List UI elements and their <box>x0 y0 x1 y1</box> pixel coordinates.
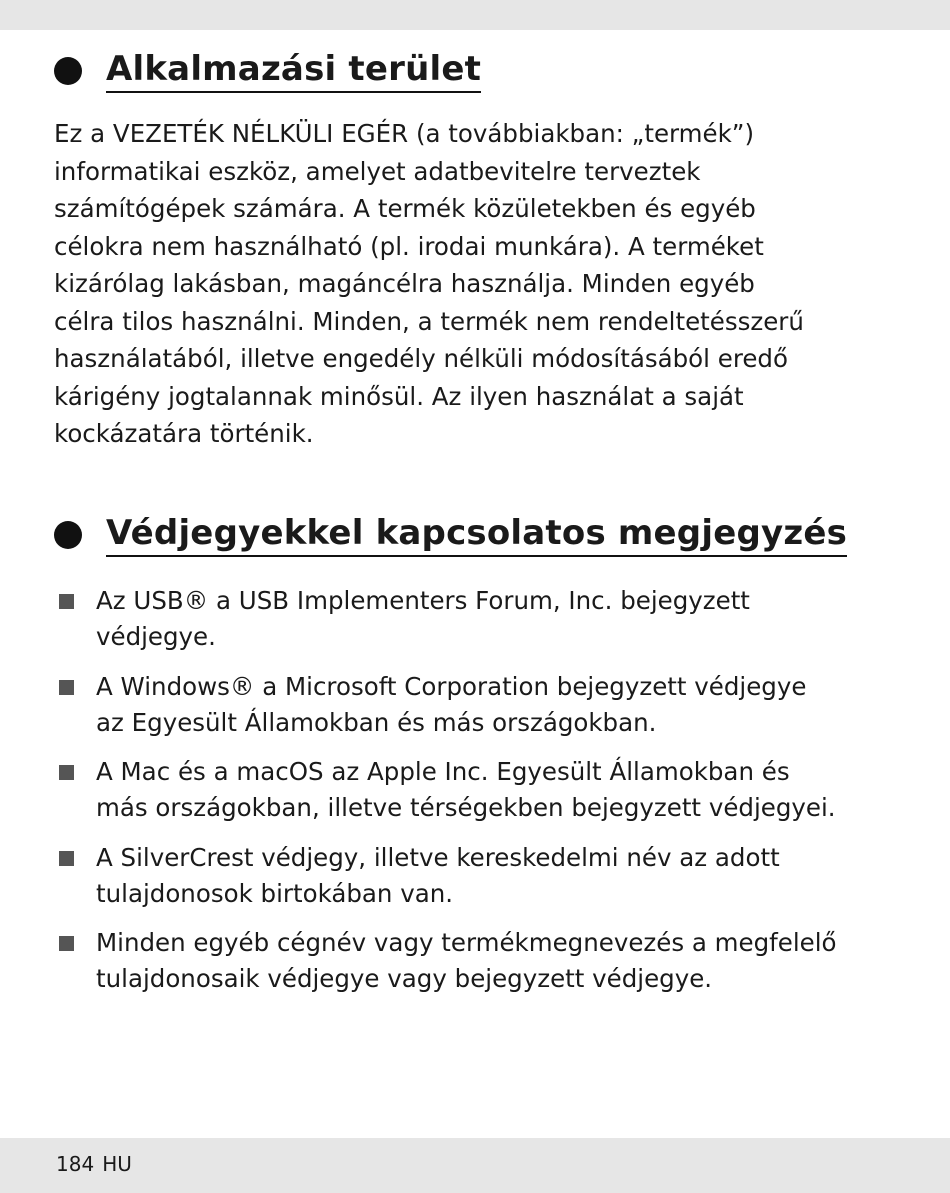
list-item <box>56 840 916 912</box>
section-title: Védjegyekkel kapcsolatos megjegyzés <box>106 512 847 557</box>
paragraph-line: használatából, illetve engedély nélküli módosításából eredő <box>54 344 788 373</box>
list-item-line: az Egyesült Államokban és más országokban. <box>96 707 657 737</box>
list-item-line: Minden egyéb cégnév vagy termékmegnevezés a megfelelő <box>96 928 837 957</box>
list-item <box>56 925 916 997</box>
page-number: 184 <box>56 1152 95 1176</box>
paragraph-line: kockázatára történik. <box>54 419 314 448</box>
list-item <box>56 669 916 741</box>
section-title: Alkalmazási terület <box>106 48 481 93</box>
square-bullet-icon <box>59 594 74 609</box>
square-bullet-icon <box>59 680 74 695</box>
list-item <box>56 754 916 826</box>
paragraph-line: kárigény jogtalannak minősül. Az ilyen használat a saját <box>54 381 744 411</box>
paragraph-line: Ez a VEZETÉK NÉLKÜLI EGÉR (a továbbiakban: „termék”) <box>54 119 755 148</box>
page-footer <box>56 1152 132 1176</box>
list-item-line: Az USB® a USB Implementers Forum, Inc. bejegyzett <box>96 586 750 615</box>
section-heading-application <box>54 48 481 93</box>
list-item-line: tulajdonosok birtokában van. <box>96 878 454 908</box>
application-paragraph <box>54 115 914 453</box>
list-item <box>56 583 916 655</box>
paragraph-line: informatikai eszköz, amelyet adatbevitelre terveztek <box>54 156 701 186</box>
paragraph-line: kizárólag lakásban, magáncélra használja. Minden egyéb <box>54 269 755 298</box>
paragraph-line: számítógépek számára. A termék közületekben és egyéb <box>54 194 756 223</box>
bullet-dot-icon <box>54 57 82 85</box>
language-code: HU <box>102 1152 132 1176</box>
square-bullet-icon <box>59 936 74 951</box>
footer-band <box>0 1138 950 1193</box>
list-item-line: védjegye. <box>96 622 216 651</box>
list-item-line: tulajdonosaik védjegye vagy bejegyzett védjegye. <box>96 964 713 993</box>
paragraph-line: célokra nem használható (pl. irodai munkára). A terméket <box>54 231 764 261</box>
square-bullet-icon <box>59 765 74 780</box>
bullet-dot-icon <box>54 521 82 549</box>
paragraph-line: célra tilos használni. Minden, a termék nem rendeltetésszerű <box>54 306 804 336</box>
trademark-list <box>56 583 916 1011</box>
list-item-line: A Windows® a Microsoft Corporation bejegyzett védjegye <box>96 671 807 701</box>
square-bullet-icon <box>59 851 74 866</box>
top-band <box>0 0 950 30</box>
section-heading-trademarks <box>54 512 847 557</box>
list-item-line: más országokban, illetve térségekben bejegyzett védjegyei. <box>96 793 836 822</box>
list-item-line: A SilverCrest védjegy, illetve kereskedelmi név az adott <box>96 842 780 872</box>
list-item-line: A Mac és a macOS az Apple Inc. Egyesült Államokban és <box>96 757 790 786</box>
